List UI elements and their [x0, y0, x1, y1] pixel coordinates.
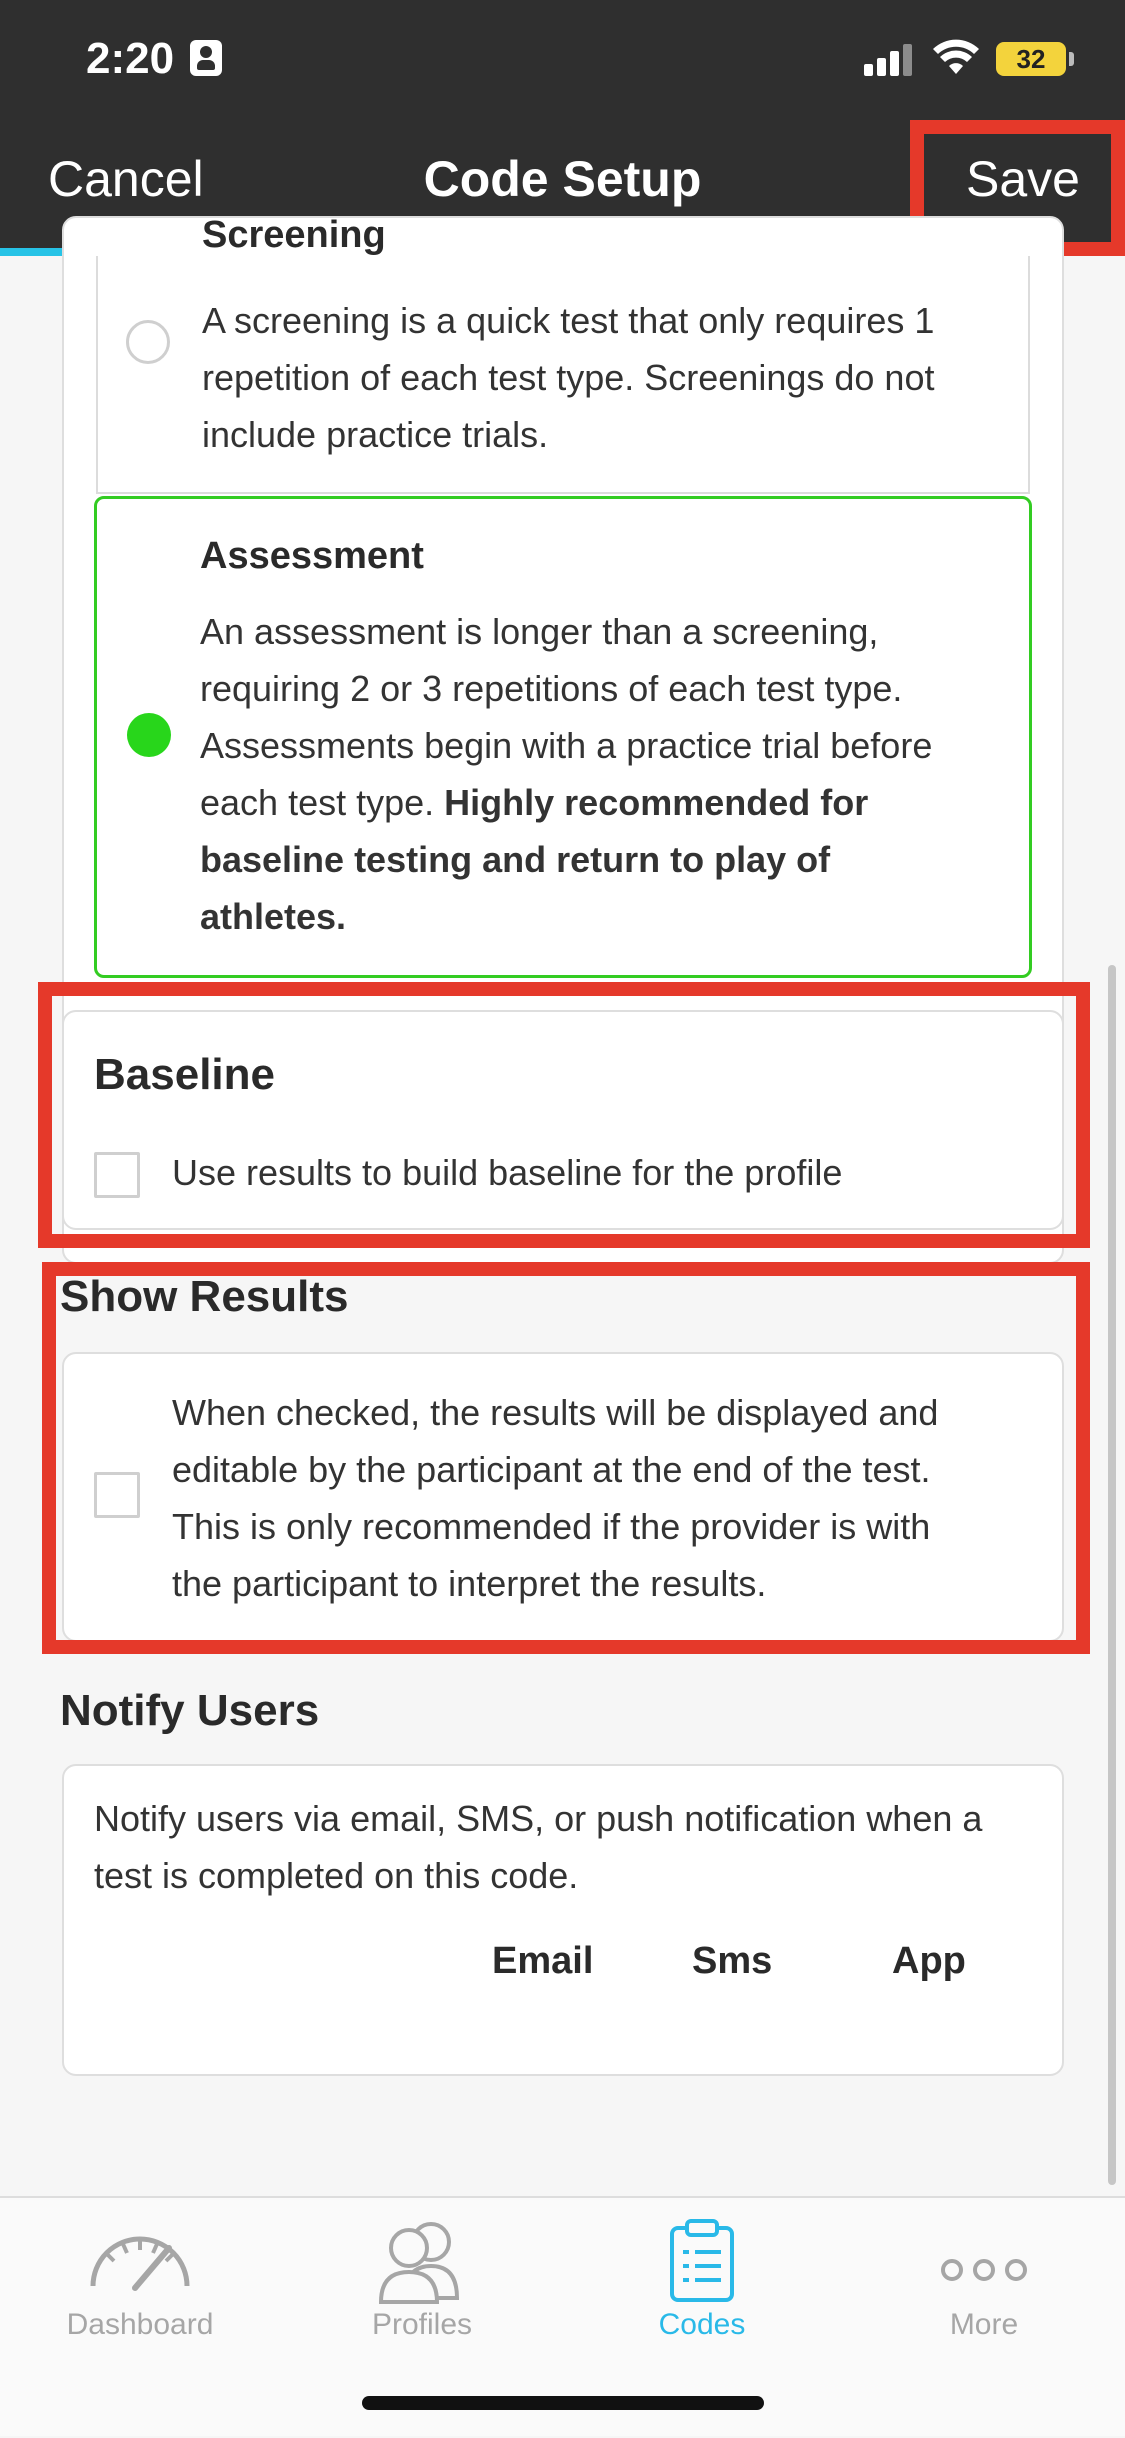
cancel-button[interactable]: Cancel: [48, 151, 204, 207]
baseline-title: Baseline: [94, 1050, 275, 1099]
screening-option[interactable]: [96, 214, 1030, 494]
contact-card-icon: [190, 40, 222, 76]
wifi-icon: [932, 40, 980, 76]
show-results-description: When checked, the results will be displayed and editable by the participant at the end of the test. This is only recommended if the provider is with the participant to interpret the results.: [172, 1392, 939, 1604]
show-results-title: Show Results: [60, 1272, 349, 1321]
assessment-description: An assessment is longer than a screening, requiring 2 or 3 repetitions of each test type. Assessments begin with a practice trial before each test type. Highly recommended for baseline testing and return to play of athletes.: [200, 611, 933, 937]
battery-icon: 32: [996, 42, 1066, 76]
show-results-checkbox[interactable]: [94, 1472, 140, 1518]
tab-more[interactable]: [844, 2198, 1124, 2438]
assessment-radio-selected[interactable]: [127, 713, 171, 757]
assessment-option[interactable]: [94, 496, 1032, 978]
clipboard-list-icon: [667, 2218, 737, 2302]
email-column-header: Email: [492, 1940, 594, 1982]
tab-dashboard[interactable]: [0, 2198, 280, 2438]
people-icon: [367, 2218, 477, 2304]
app-column-header: App: [892, 1940, 966, 1982]
screening-radio[interactable]: [126, 320, 170, 364]
baseline-checkbox-label: Use results to build baseline for the profile: [172, 1152, 843, 1193]
baseline-card: [62, 1010, 1064, 1230]
save-button[interactable]: Save: [966, 151, 1080, 207]
screening-title: Screening: [202, 214, 386, 256]
notify-users-card: [62, 1764, 1064, 2076]
scrollbar[interactable]: [1108, 965, 1116, 2185]
cellular-signal-icon: [864, 44, 914, 76]
tab-more-label: More: [949, 2308, 1019, 2341]
tab-dashboard-label: Dashboard: [66, 2308, 214, 2341]
tab-codes-label: Codes: [658, 2308, 746, 2341]
more-dots-icon: [934, 2218, 1034, 2302]
page-title: Code Setup: [423, 151, 702, 207]
home-indicator: [362, 2396, 764, 2410]
status-time: 2:20: [86, 34, 175, 83]
tab-profiles-label: Profiles: [371, 2308, 473, 2341]
screening-description: A screening is a quick test that only requires 1 repetition of each test type. Screenings do not include practice trials.: [202, 300, 935, 455]
notify-users-description: Notify users via email, SMS, or push notification when a test is completed on this code.: [94, 1798, 983, 1896]
baseline-checkbox[interactable]: [94, 1152, 140, 1198]
speedometer-icon: [85, 2218, 195, 2298]
content-scroll[interactable]: [0, 214, 1125, 2196]
show-results-card: [62, 1352, 1064, 1642]
assessment-title: Assessment: [200, 535, 424, 577]
sms-column-header: Sms: [692, 1940, 773, 1982]
notify-users-title: Notify Users: [60, 1686, 320, 1735]
